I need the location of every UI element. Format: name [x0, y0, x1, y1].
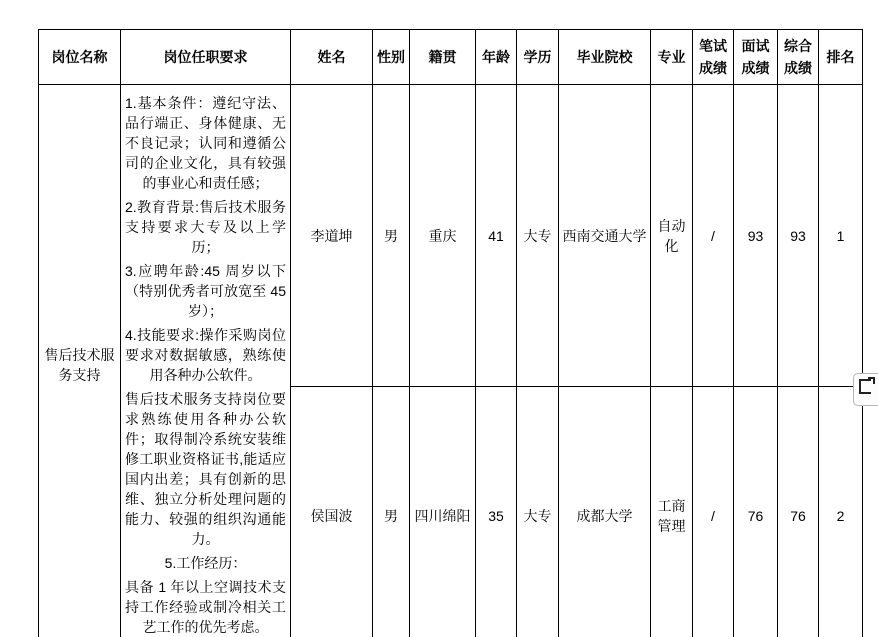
requirement-paragraph: 2.教育背景:售后技术服务支持要求大专及以上学历； — [125, 199, 286, 255]
header-name: 姓名 — [291, 30, 373, 85]
paste-options-icon[interactable] — [853, 373, 878, 406]
candidate-overall-score-cell: 93 — [778, 85, 819, 387]
header-position-name: 岗位名称 — [39, 30, 121, 85]
requirement-paragraph: 1.基本条件：遵纪守法、品行端正、身体健康、无不良记录；认同和遵循公司的企业文化，具有较强的事业心和责任感； — [125, 95, 286, 191]
position-requirements-cell — [121, 85, 291, 637]
candidate-major-cell: 自动化 — [651, 85, 693, 387]
candidate-age-cell: 41 — [476, 85, 517, 387]
requirement-paragraph: 具备 1 年以上空调技术支持工作经验或制冷相关工艺工作的优先考虑。 — [125, 579, 286, 635]
header-gender: 性别 — [373, 30, 410, 85]
table-header-row — [39, 30, 863, 85]
requirement-paragraph: 售后技术服务支持岗位要求熟练使用各种办公软件；取得制冷系统安装维修工职业资格证书,能适应国内出差；具有创新的思维、独立分析处理问题的能力、较强的组织沟通能力。 — [125, 391, 286, 547]
candidate-overall-score-cell: 76 — [778, 387, 819, 637]
candidate-gender-cell: 男 — [373, 387, 410, 637]
requirement-paragraph: 5.工作经历： — [164, 555, 247, 571]
header-major: 专业 — [651, 30, 693, 85]
candidate-school-cell: 成都大学 — [559, 387, 651, 637]
candidate-row-1 — [39, 85, 863, 387]
header-interview-score: 面试成绩 — [734, 30, 778, 85]
position-name-cell: 售后技术服务支持 — [39, 85, 121, 637]
candidate-rank-cell: 1 — [819, 85, 863, 387]
candidate-name-cell: 侯国波 — [291, 387, 373, 637]
candidate-written-score-cell: / — [693, 85, 734, 387]
candidate-interview-score-cell: 93 — [734, 85, 778, 387]
header-requirements: 岗位任职要求 — [121, 30, 291, 85]
header-age: 年龄 — [476, 30, 517, 85]
header-origin: 籍贯 — [410, 30, 476, 85]
header-school: 毕业院校 — [559, 30, 651, 85]
candidate-gender-cell: 男 — [373, 85, 410, 387]
header-education: 学历 — [517, 30, 559, 85]
candidate-origin-cell: 重庆 — [410, 85, 476, 387]
recruitment-results-table — [38, 29, 863, 637]
candidate-rank-cell: 2 — [819, 387, 863, 637]
clipboard-glyph — [859, 379, 871, 394]
candidate-written-score-cell: / — [693, 387, 734, 637]
candidate-education-cell: 大专 — [517, 85, 559, 387]
candidate-school-cell: 西南交通大学 — [559, 85, 651, 387]
header-written-score: 笔试成绩 — [693, 30, 734, 85]
header-rank: 排名 — [819, 30, 863, 85]
candidate-interview-score-cell: 76 — [734, 387, 778, 637]
candidate-name-cell: 李道坤 — [291, 85, 373, 387]
candidate-education-cell: 大专 — [517, 387, 559, 637]
requirement-paragraph: 4.技能要求:操作采购岗位要求对数据敏感，熟练使用各种办公软件。 — [125, 327, 286, 383]
candidate-age-cell: 35 — [476, 387, 517, 637]
candidate-origin-cell: 四川绵阳 — [410, 387, 476, 637]
candidate-major-cell: 工商管理 — [651, 387, 693, 637]
requirement-paragraph: 3.应聘年龄:45 周岁以下（特别优秀者可放宽至 45 岁）； — [125, 263, 286, 319]
header-overall-score: 综合成绩 — [778, 30, 819, 85]
